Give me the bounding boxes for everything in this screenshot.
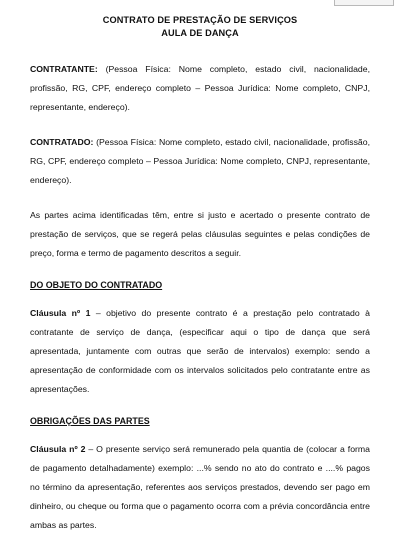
- clause-1-text: – objetivo do presente contrato é a prestação pelo contratado à contratante de serviço de dança, (especificar aqui o tipo de dança que será apresentada, juntamente com outras que serão de intervalos) exemplo: sendo a apresentação de conformidade com os intervalos solicitados pelo contratante entre as apresentações.: [30, 308, 370, 394]
- contratante-text: (Pessoa Física: Nome completo, estado civil, nacionalidade, profissão, RG, CPF, endereço completo – Pessoa Jurídica: Nome completo, CNPJ, representante, endereço).: [30, 64, 370, 112]
- section-heading-obrigacoes: OBRIGAÇÕES DAS PARTES: [30, 416, 150, 426]
- intro-paragraph: As partes acima identificadas têm, entre si justo e acertado o presente contrato de prestação de serviços, que se regerá pelas cláusulas seguintes e pelas condições de preço, forma e termo de pagamento descritos a seguir.: [30, 210, 370, 258]
- section-heading-objeto: DO OBJETO DO CONTRATADO: [30, 280, 163, 290]
- contratante-paragraph: [30, 60, 370, 117]
- document-title: CONTRATO DE PRESTAÇÃO DE SERVIÇOS: [102, 15, 298, 25]
- document-subtitle: AULA DE DANÇA: [161, 28, 239, 38]
- clause-2-label: Cláusula nº 2: [30, 444, 86, 454]
- contratado-text: (Pessoa Física: Nome completo, estado civil, nacionalidade, profissão, RG, CPF, endereço completo – Pessoa Jurídica: Nome completo, CNPJ, representante, endereço).: [30, 137, 370, 185]
- contratante-label: CONTRATANTE:: [30, 64, 98, 74]
- contratado-label: CONTRATADO:: [30, 137, 94, 147]
- clause-2-text: – O presente serviço será remunerado pela quantia de (colocar a forma de pagamento detalhadamente) exemplo: ...% sendo no ato do contrato e ....% pagos no término da apresentação, referentes aos serviços prestados, devendo ser pago em dinheiro, ou cheque ou forma que o pagamento ocorra com a prévia concordância entre ambas as partes.: [30, 444, 370, 530]
- clause-2-paragraph: [30, 440, 370, 535]
- clause-1-paragraph: [30, 304, 370, 399]
- contract-document: [30, 14, 370, 551]
- top-right-tab: [334, 0, 394, 6]
- clause-1-label: Cláusula nº 1: [30, 308, 91, 318]
- contratado-paragraph: [30, 133, 370, 190]
